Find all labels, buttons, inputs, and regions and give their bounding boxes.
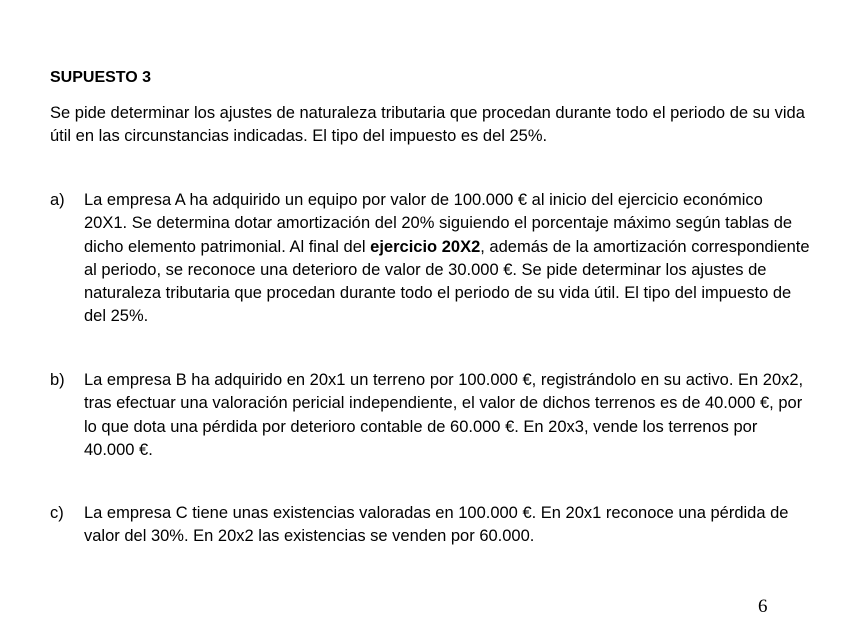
list-item-a <box>50 189 810 329</box>
list-item-a-bold-text: ejercicio 20X2 <box>370 237 481 256</box>
slide-title: SUPUESTO 3 <box>50 69 152 86</box>
intro-paragraph: Se pide determinar los ajustes de naturaleza tributaria que procedan durante todo el periodo de su vida útil en las circunstancias indicadas. El tipo del impuesto es del 25%. <box>50 104 805 145</box>
list-item-a-text-after: , además de la amortización correspondiente al periodo, se reconoce una deterioro de valor de 30.000 €. Se pide determinar los ajustes de naturaleza tributaria que procedan durante todo el periodo de su vida útil. El tipo del impuesto de del 25%. <box>84 237 810 326</box>
list-item-b <box>50 369 810 462</box>
list-item-b-text: La empresa B ha adquirido en 20x1 un terreno por 100.000 €, registrándolo en su activo. En 20x2, tras efectuar una valoración pericial independiente, el valor de dichos terrenos es de 40.000 €, por lo que dota una pérdida por deterioro contable de 60.000 €. En 20x3, vende los terrenos por 40.000 €. <box>84 371 804 459</box>
list-marker-b: b) <box>50 371 65 389</box>
list-item-c <box>50 502 810 549</box>
list-marker-a: a) <box>50 191 65 209</box>
list-marker-c: c) <box>50 504 64 522</box>
list-item-a-text <box>84 189 810 329</box>
list-item-a-text-before: La empresa A ha adquirido un equipo por valor de 100.000 € al inicio del ejercicio económico 20X1. Se determina dotar amortización del 20% siguiendo el porcentaje máximo según tablas de dicho elemento patrimonial. Al final del <box>84 191 793 256</box>
list-item-c-text: La empresa C tiene unas existencias valoradas en 100.000 €. En 20x1 reconoce una pérdida de valor del 30%. En 20x2 las existencias se venden por 60.000. <box>84 504 789 546</box>
page-number: 6 <box>758 596 768 617</box>
